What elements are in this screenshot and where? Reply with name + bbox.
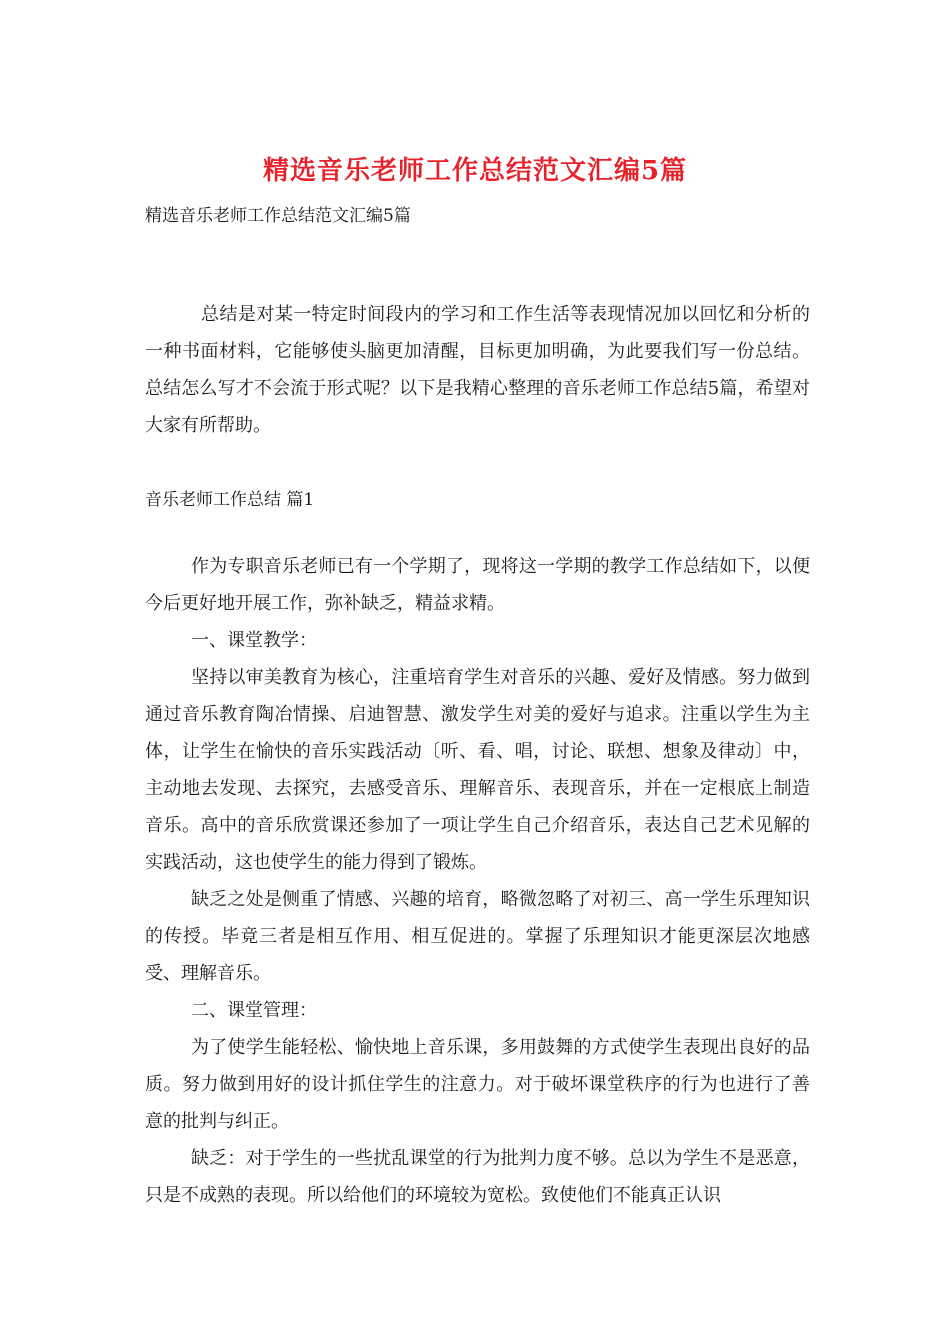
body-paragraph: 为了使学生能轻松、愉快地上音乐课，多用鼓舞的方式使学生表现出良好的品质。努力做到用好的设计抓住学生的注意力。对于破坏课堂秩序的行为也进行了善意的批判与纠正。 [145, 1037, 810, 1132]
document-subtitle: 精选音乐老师工作总结范文汇编5篇 [145, 206, 411, 226]
body-paragraph: 缺乏：对于学生的一些扰乱课堂的行为批判力度不够。总以为学生不是恶意，只是不成熟的表现。所以给他们的环境较为宽松。致使他们不能真正认识 [145, 1148, 810, 1206]
subheading-classroom-management: 二、课堂管理： [191, 1000, 317, 1021]
body-paragraph: 缺乏之处是侧重了情感、兴趣的培育，略微忽略了对初三、高一学生乐理知识的传授。毕竟三者是相互作用、相互促进的。掌握了乐理知识才能更深层次地感受、理解音乐。 [145, 889, 810, 984]
body-paragraph: 作为专职音乐老师已有一个学期了，现将这一学期的教学工作总结如下，以便今后更好地开展工作，弥补缺乏，精益求精。 [145, 556, 810, 614]
subheading-classroom-teaching: 一、课堂教学： [191, 630, 317, 651]
section-body [145, 548, 810, 1214]
intro-paragraph: 总结是对某一特定时间段内的学习和工作生活等表现情况加以回忆和分析的一种书面材料，它能够使头脑更加清醒，目标更加明确，为此要我们写一份总结。总结怎么写才不会流于形式呢？以下是我精心整理的音乐老师工作总结5篇，希望对大家有所帮助。 [145, 304, 810, 436]
section-heading: 音乐老师工作总结 篇1 [145, 490, 315, 510]
body-paragraph: 坚持以审美教育为核心，注重培育学生对音乐的兴趣、爱好及情感。努力做到通过音乐教育陶冶情操、启迪智慧、激发学生对美的爱好与追求。注重以学生为主体，让学生在愉快的音乐实践活动〔听、看、唱，讨论、联想、想象及律动〕中，主动地去发现、去探究，去感受音乐、理解音乐、表现音乐，并在一定根底上制造音乐。高中的音乐欣赏课还参加了一项让学生自己介绍音乐，表达自己艺术见解的实践活动，这也使学生的能力得到了锻炼。 [145, 667, 810, 873]
document-title: 精选音乐老师工作总结范文汇编5篇 [262, 156, 688, 186]
